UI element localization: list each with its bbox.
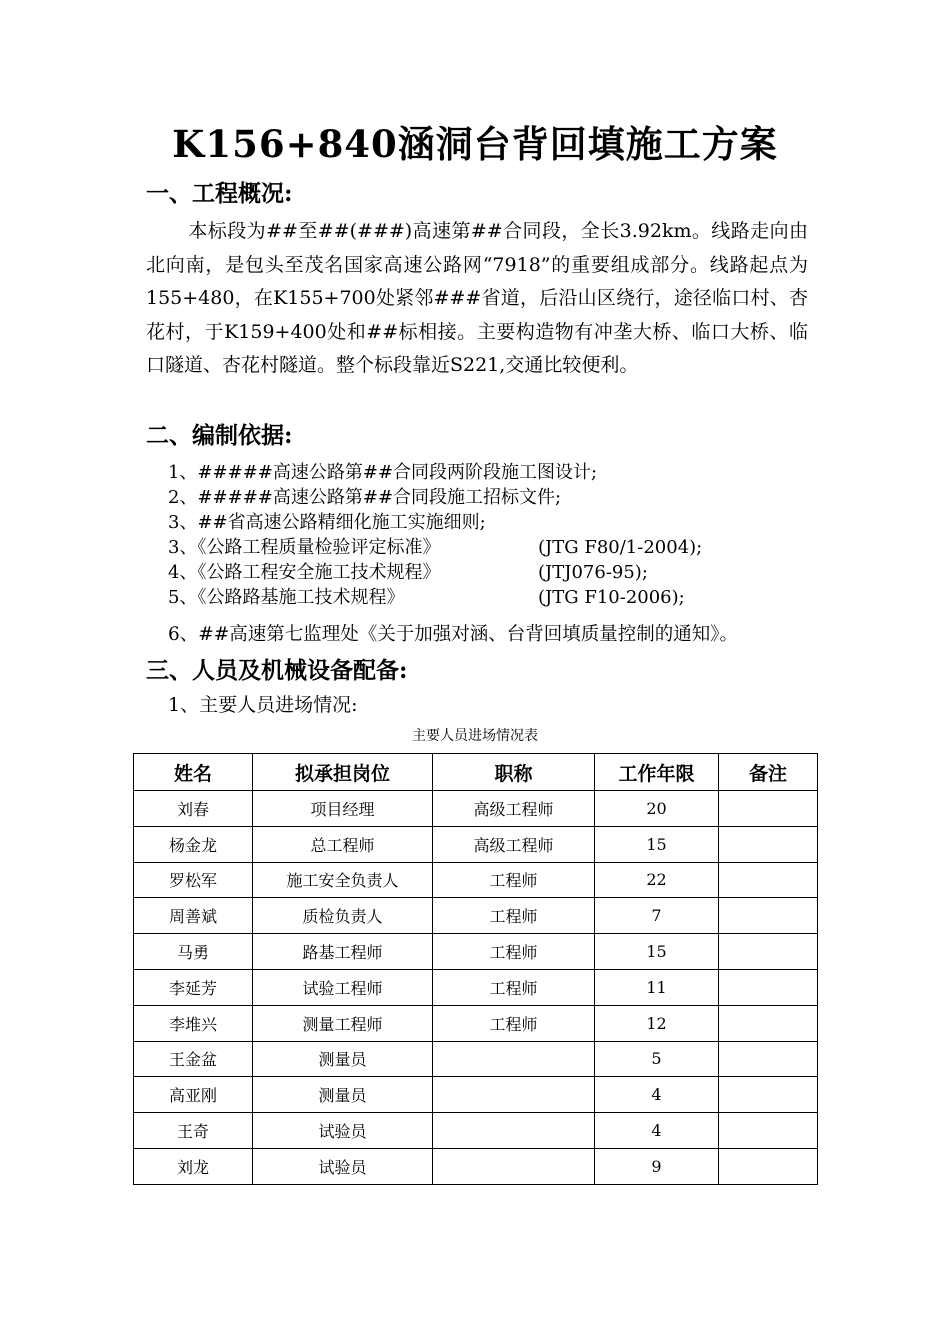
cell-years: 5 bbox=[595, 1041, 719, 1077]
section-heading-personnel: 三、人员及机械设备配备: bbox=[146, 657, 408, 684]
cell-remarks bbox=[719, 969, 818, 1005]
cell-title: 工程师 bbox=[433, 969, 595, 1005]
cell-name: 李堆兴 bbox=[134, 1005, 253, 1041]
basis-item: 5、《公路路基施工技术规程》 (JTG F10-2006); bbox=[168, 587, 685, 608]
column-header-title: 职称 bbox=[433, 754, 595, 791]
cell-remarks bbox=[719, 826, 818, 862]
cell-name: 刘春 bbox=[134, 791, 253, 827]
table-row bbox=[134, 826, 818, 862]
table-row bbox=[134, 1148, 818, 1184]
cell-title bbox=[433, 1148, 595, 1184]
cell-years: 11 bbox=[595, 969, 719, 1005]
cell-years: 9 bbox=[595, 1148, 719, 1184]
table-row bbox=[134, 934, 818, 970]
cell-name: 马勇 bbox=[134, 934, 253, 970]
cell-position: 测量工程师 bbox=[253, 1005, 433, 1041]
cell-remarks bbox=[719, 1041, 818, 1077]
cell-years: 15 bbox=[595, 934, 719, 970]
cell-years: 4 bbox=[595, 1077, 719, 1113]
cell-remarks bbox=[719, 1148, 818, 1184]
table-row bbox=[134, 862, 818, 898]
cell-years: 20 bbox=[595, 791, 719, 827]
cell-remarks bbox=[719, 1077, 818, 1113]
table-row bbox=[134, 969, 818, 1005]
table-row bbox=[134, 791, 818, 827]
cell-name: 王奇 bbox=[134, 1113, 253, 1149]
column-header-position: 拟承担岗位 bbox=[253, 754, 433, 791]
cell-position: 路基工程师 bbox=[253, 934, 433, 970]
table-row bbox=[134, 898, 818, 934]
cell-title: 工程师 bbox=[433, 1005, 595, 1041]
cell-title bbox=[433, 1113, 595, 1149]
cell-name: 罗松军 bbox=[134, 862, 253, 898]
table-row bbox=[134, 1005, 818, 1041]
cell-remarks bbox=[719, 1005, 818, 1041]
overview-paragraph bbox=[146, 215, 808, 383]
document-title: K156+840涵洞台背回填施工方案 bbox=[172, 122, 778, 166]
basis-item: 3、##省高速公路精细化施工实施细则; bbox=[168, 512, 486, 533]
cell-years: 12 bbox=[595, 1005, 719, 1041]
table-header-row bbox=[134, 754, 818, 791]
cell-title: 高级工程师 bbox=[433, 826, 595, 862]
basis-item: 3、《公路工程质量检验评定标准》 (JTG F80/1-2004); bbox=[168, 537, 703, 558]
section-heading-overview: 一、工程概况: bbox=[146, 180, 293, 207]
cell-position: 质检负责人 bbox=[253, 898, 433, 934]
cell-title bbox=[433, 1077, 595, 1113]
cell-position: 施工安全负责人 bbox=[253, 862, 433, 898]
cell-position: 测量员 bbox=[253, 1077, 433, 1113]
cell-position: 项目经理 bbox=[253, 791, 433, 827]
overview-paragraph-text: 本标段为##至##(###)高速第##合同段，全长3.92km。线路走向由北向南，是包头至茂名国家高速公路网“7918”的重要组成部分。线路起点为155+480，在K155+700处紧邻###省道，后沿山区绕行，途径临口村、杏花村，于K159+400处和##标相接。主要构造物有冲垄大桥、临口大桥、临口隧道、杏花村隧道。整个标段靠近S221,交通比较便利。 bbox=[146, 220, 808, 376]
personnel-subheading: 1、主要人员进场情况: bbox=[168, 694, 358, 716]
cell-name: 李延芳 bbox=[134, 969, 253, 1005]
cell-years: 4 bbox=[595, 1113, 719, 1149]
cell-name: 刘龙 bbox=[134, 1148, 253, 1184]
cell-years: 22 bbox=[595, 862, 719, 898]
cell-remarks bbox=[719, 862, 818, 898]
table-row bbox=[134, 1041, 818, 1077]
basis-item: 2、#####高速公路第##合同段施工招标文件; bbox=[168, 487, 562, 508]
cell-years: 15 bbox=[595, 826, 719, 862]
cell-remarks bbox=[719, 1113, 818, 1149]
table-caption: 主要人员进场情况表 bbox=[412, 728, 538, 744]
table-row bbox=[134, 1113, 818, 1149]
cell-remarks bbox=[719, 934, 818, 970]
cell-title: 工程师 bbox=[433, 934, 595, 970]
cell-title: 工程师 bbox=[433, 862, 595, 898]
column-header-name: 姓名 bbox=[134, 754, 253, 791]
basis-item-6: 6、##高速第七监理处《关于加强对涵、台背回填质量控制的通知》。 bbox=[168, 624, 739, 645]
cell-name: 王金盆 bbox=[134, 1041, 253, 1077]
cell-position: 试验员 bbox=[253, 1113, 433, 1149]
cell-position: 测量员 bbox=[253, 1041, 433, 1077]
basis-item: 1、#####高速公路第##合同段两阶段施工图设计; bbox=[168, 462, 598, 483]
cell-position: 试验员 bbox=[253, 1148, 433, 1184]
section-heading-basis: 二、编制依据: bbox=[146, 422, 293, 449]
cell-title: 工程师 bbox=[433, 898, 595, 934]
cell-years: 7 bbox=[595, 898, 719, 934]
cell-title bbox=[433, 1041, 595, 1077]
cell-position: 试验工程师 bbox=[253, 969, 433, 1005]
cell-name: 高亚刚 bbox=[134, 1077, 253, 1113]
column-header-years: 工作年限 bbox=[595, 754, 719, 791]
cell-title: 高级工程师 bbox=[433, 791, 595, 827]
personnel-table bbox=[133, 753, 818, 1185]
column-header-remarks: 备注 bbox=[719, 754, 818, 791]
cell-remarks bbox=[719, 898, 818, 934]
cell-remarks bbox=[719, 791, 818, 827]
basis-item: 4、《公路工程安全施工技术规程》 (JTJ076-95); bbox=[168, 562, 648, 583]
cell-position: 总工程师 bbox=[253, 826, 433, 862]
table-row bbox=[134, 1077, 818, 1113]
cell-name: 周善斌 bbox=[134, 898, 253, 934]
cell-name: 杨金龙 bbox=[134, 826, 253, 862]
